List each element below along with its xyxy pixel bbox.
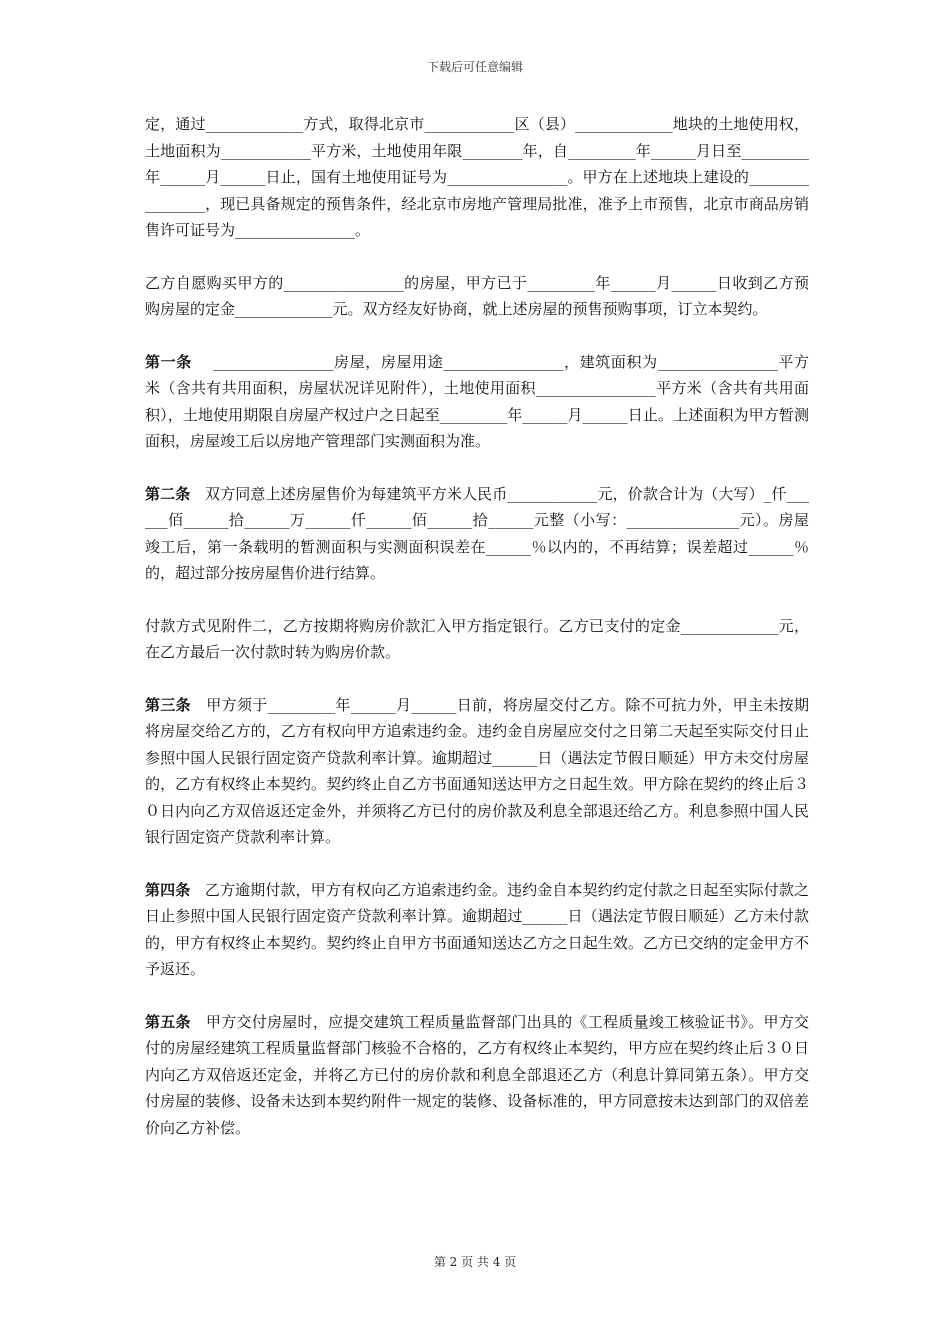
article-text: 甲方须于_________年______月______日前，将房屋交付乙方。除不可抗力外，甲主未按期将房屋交给乙方的，乙方有权向甲方追索违约金。违约金自房屋应交付之日第二天起至实际交付日止参照中国人民银行固定资产贷款利率计算。逾期超过______日（遇法定节假日顺延）甲方未交付房屋的，乙方有权终止本契约。契约终止自乙方书面通知送达甲方之日起生效。甲方除在契约的终止后３０日内向乙方双倍返还定金外，并须将乙方已付的房价款及利息全部退还给乙方。利息参照中国人民银行固定资产贷款利率计算。 bbox=[145, 695, 809, 846]
article-text: 乙方逾期付款，甲方有权向乙方追索违约金。违约金自本契约约定付款之日起至实际付款之日止参照中国人民银行固定资产贷款利率计算。逾期超过______日（遇法定节假日顺延）乙方未付款的，甲方有权终止本契约。契约终止自甲方书面通知送达乙方之日起生效。乙方已交纳的定金甲方不予返还。 bbox=[145, 880, 809, 978]
document-body bbox=[145, 111, 809, 1141]
paragraph-text: 乙方自愿购买甲方的________________的房屋，甲方已于_________年______月______日收到乙方预购房屋的定金_____________元。双方经友好协商，就上述房屋的预售预购事项，订立本契约。 bbox=[145, 273, 809, 318]
article-label: 第五条 bbox=[145, 1012, 191, 1031]
article-4 bbox=[145, 877, 809, 983]
paragraph-text: 付款方式见附件二，乙方按期将购房价款汇入甲方指定银行。乙方已支付的定金_____________元，在乙方最后一次付款时转为购房价款。 bbox=[145, 616, 809, 661]
page-header: 下载后可任意编辑 bbox=[426, 60, 523, 74]
paragraph-payment bbox=[145, 613, 809, 666]
paragraph-deposit bbox=[145, 270, 809, 323]
article-text: 甲方交付房屋时，应提交建筑工程质量监督部门出具的《工程质量竣工核验证书》。甲方交付的房屋经建筑工程质量监督部门核验不合格的，乙方有权终止本契约，甲方应在契约终止后３０日内向乙方双倍返还定金，并将乙方已付的房价款和利息全部退还乙方（利息计算同第五条）。甲方交付房屋的装修、设备未达到本契约附件一规定的装修、设备标准的，甲方同意按未达到部门的双倍差价向乙方补偿。 bbox=[145, 1012, 809, 1137]
article-text: 双方同意上述房屋售价为每建筑平方米人民币____________元，价款合计为（大写）_仟______佰______拾______万______仟______佰______拾______元整（小写：_______________元）。房屋竣工后，第一条载明的暂测面积与实测面积误差在______％以内的，不再结算；误差超过______％的，超过部分按房屋售价进行结算。 bbox=[145, 484, 809, 582]
article-text: ________________房屋，房屋用途________________，建筑面积为________________平方米（含共有共用面积，房屋状况详见附件），土地使用面积________________平方米（含共有共用面积），土地使用期限自房屋产权过户之日起至_________年______月______日止。上述面积为甲方暂测面积，房屋竣工后以房地产管理部门实测面积为准。 bbox=[145, 352, 809, 450]
article-label: 第一条 bbox=[145, 352, 192, 371]
article-1 bbox=[145, 349, 809, 455]
article-label: 第二条 bbox=[145, 484, 191, 503]
paragraph-text: 定，通过_____________方式，取得北京市____________区（县）_____________地块的土地使用权，土地面积为____________平方米，土地使用年限________年，自_________年______月日至_________年______月______日止，国有土地使用证号为________________。甲方在上述地块上建设的________________，现已具备规定的预售条件，经北京市房地产管理局批准，准予上市预售，北京市商品房销售许可证号为________________。 bbox=[145, 115, 809, 239]
article-3 bbox=[145, 692, 809, 851]
article-label: 第三条 bbox=[145, 695, 191, 714]
paragraph-land-use bbox=[145, 111, 809, 244]
page-footer: 第 2 页 共 4 页 bbox=[433, 1255, 517, 1269]
article-2 bbox=[145, 481, 809, 587]
article-5 bbox=[145, 1009, 809, 1142]
article-label: 第四条 bbox=[145, 880, 191, 899]
